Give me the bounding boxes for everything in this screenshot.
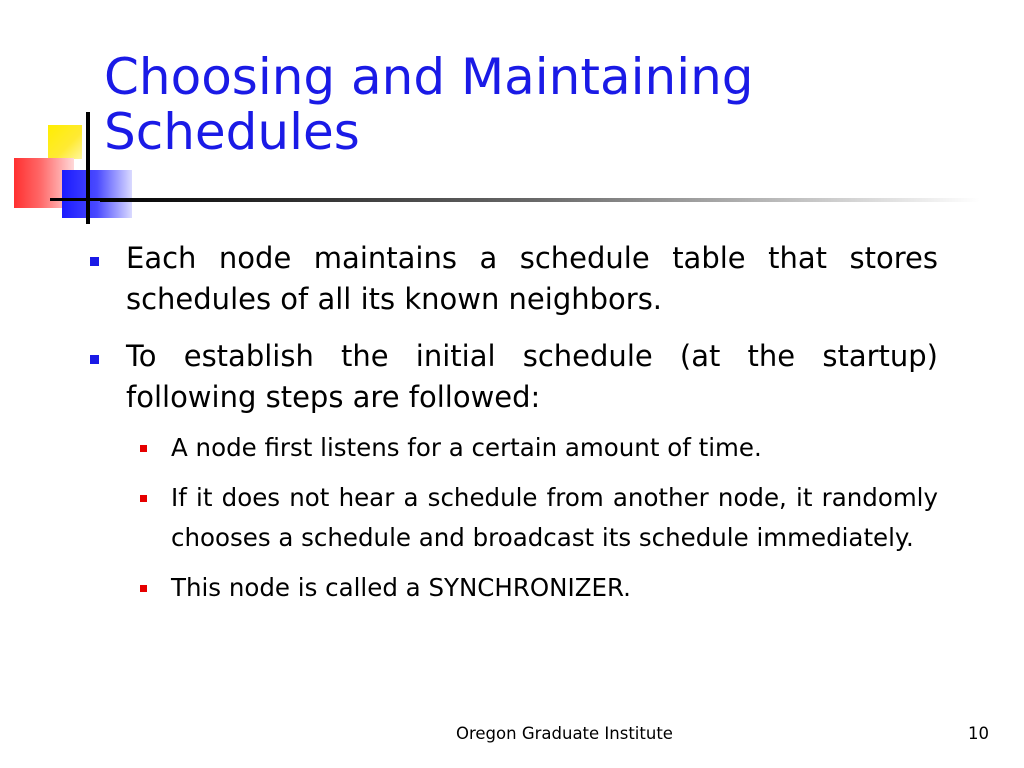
page-number: 10 xyxy=(968,724,989,743)
slide-title: Choosing and Maintaining Schedules xyxy=(104,48,754,161)
sub-bullet-text: This node is called a SYNCHRONIZER. xyxy=(171,573,631,602)
yellow-square xyxy=(48,125,82,159)
slide-body xyxy=(90,238,938,618)
bullet-item xyxy=(90,336,938,418)
bullet-text: Each node maintains a schedule table that stores schedules of all its known neighbors. xyxy=(126,241,938,316)
sub-bullet-item xyxy=(138,478,938,558)
red-square-bullet-icon xyxy=(140,445,147,452)
sub-bullet-item xyxy=(138,568,938,608)
blue-square xyxy=(62,170,132,218)
logo-vertical-line xyxy=(86,112,90,224)
blue-square-bullet-icon xyxy=(90,355,99,364)
sub-bullet-list xyxy=(90,428,938,608)
red-square-bullet-icon xyxy=(140,495,147,502)
slide-footer: Oregon Graduate Institute xyxy=(456,724,673,743)
sub-bullet-item xyxy=(138,428,938,468)
sub-bullet-text: If it does not hear a schedule from another node, it randomly chooses a schedule and broadcast its schedule immediately. xyxy=(171,483,938,552)
title-underline xyxy=(100,198,980,202)
bullet-item xyxy=(90,238,938,320)
red-square-bullet-icon xyxy=(140,585,147,592)
blue-square-bullet-icon xyxy=(90,257,99,266)
bullet-text: To establish the initial schedule (at the startup) following steps are followed: xyxy=(126,339,938,414)
sub-bullet-text: A node first listens for a certain amount of time. xyxy=(171,433,762,462)
